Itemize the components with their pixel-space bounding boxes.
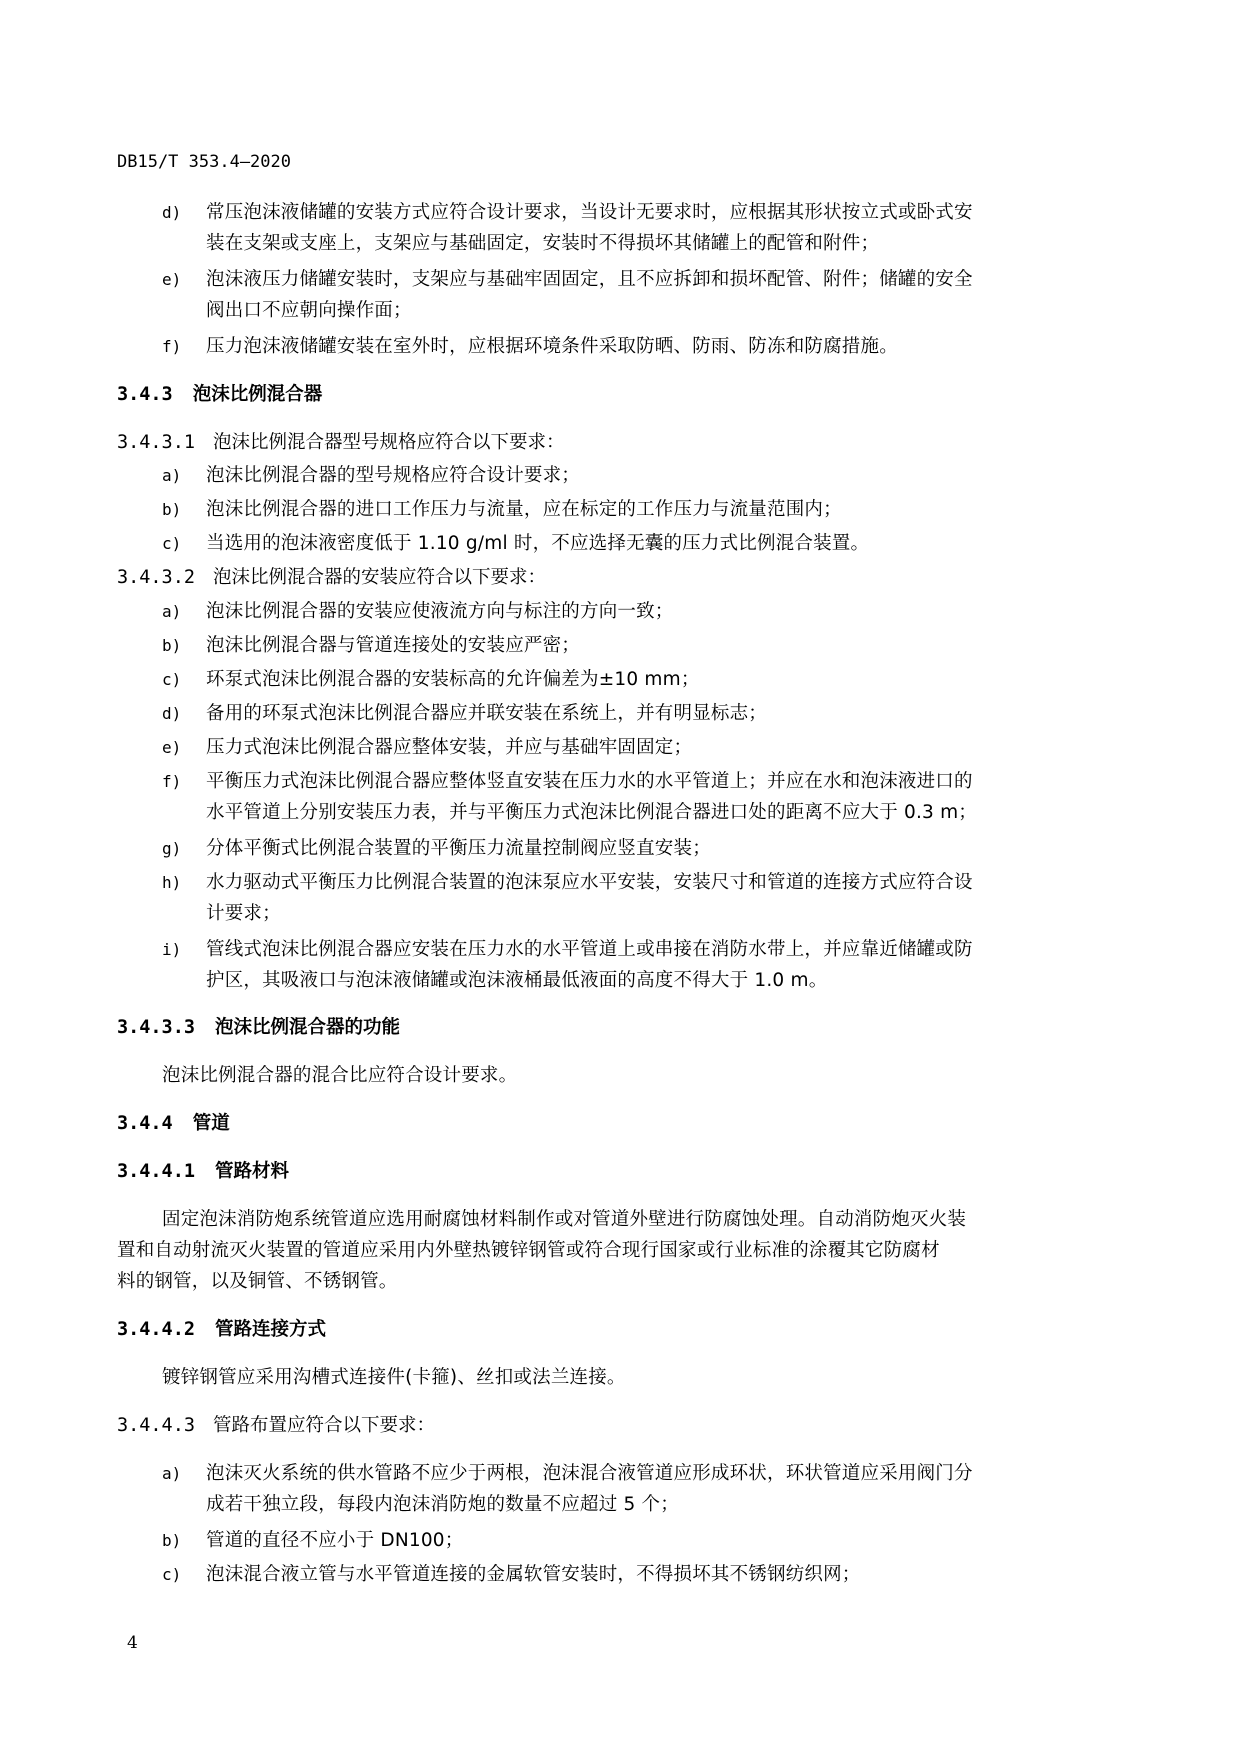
list-label: i) [162,940,182,959]
section-heading [117,1111,230,1137]
list-text-line: 水平管道上分别安装压力表，并与平衡压力式泡沫比例混合器进口处的距离不应大于 0.3 m； [206,802,978,823]
section-title: 泡沫比例混合器 [192,384,323,405]
list-label: d) [162,704,182,723]
section-number: 3.4.4 [117,1113,173,1134]
list-label: h) [162,873,182,892]
section-number: 3.4.4.2 [117,1319,195,1340]
section-title: 管道 [192,1113,230,1134]
list-text-line: 当选用的泡沫液密度低于 1.10 g/ml 时，不应选择无囊的压力式比例混合装置。 [206,533,870,554]
list-label: d) [162,203,182,222]
paragraph-line: 置和自动射流灭火装置的管道应采用内外壁热镀锌钢管或符合现行国家或行业标准的涂覆其它防腐材 [117,1240,940,1261]
list-label: c) [162,670,182,689]
list-label: g) [162,839,182,858]
list-label: f) [162,772,182,791]
list-text-line: 备用的环泵式泡沫比例混合器应并联安装在系统上，并有明显标志； [206,703,768,724]
paragraph-line: 料的钢管，以及铜管、不锈钢管。 [117,1271,398,1292]
subsection-heading [117,1317,326,1343]
subsection-heading [117,1413,435,1439]
list-label: b) [162,636,182,655]
section-title: 泡沫比例混合器的功能 [214,1017,400,1038]
list-text-line: 常压泡沫液储罐的安装方式应符合设计要求，当设计无要求时，应根据其形状按立式或卧式安 [206,202,973,223]
list-text-line: 管道的直径不应小于 DN100； [206,1530,464,1551]
list-label: e) [162,738,182,757]
section-number: 3.4.3.2 [117,567,195,588]
section-number: 3.4.4.3 [117,1415,195,1436]
subsection-heading [117,1015,400,1041]
section-title: 泡沫比例混合器型号规格应符合以下要求： [212,432,565,453]
list-text-line: 计要求； [206,903,281,924]
list-text-line: 泡沫比例混合器的型号规格应符合设计要求； [206,465,581,486]
list-label: a) [162,602,182,621]
paragraph-line: 固定泡沫消防炮系统管道应选用耐腐蚀材料制作或对管道外壁进行防腐蚀处理。自动消防炮灭火装 [162,1209,967,1230]
list-label: e) [162,270,182,289]
page-number: 4 [127,1633,138,1653]
list-label: c) [162,534,182,553]
section-title: 管路材料 [214,1161,289,1182]
list-text-line: 泡沫比例混合器与管道连接处的安装应严密； [206,635,581,656]
list-label: f) [162,337,182,356]
list-label: b) [162,500,182,519]
list-text-line: 压力式泡沫比例混合器应整体安装，并应与基础牢固固定； [206,737,693,758]
list-text-line: 泡沫混合液立管与水平管道连接的金属软管安装时，不得损坏其不锈钢纺织网； [206,1564,861,1585]
section-title: 管路连接方式 [214,1319,326,1340]
paragraph: 镀锌钢管应采用沟槽式连接件(卡箍)、丝扣或法兰连接。 [162,1367,626,1388]
list-text-line: 泡沫比例混合器的进口工作压力与流量，应在标定的工作压力与流量范围内； [206,499,842,520]
list-text-line: 成若干独立段，每段内泡沫消防炮的数量不应超过 5 个； [206,1494,679,1515]
list-text-line: 泡沫灭火系统的供水管路不应少于两根，泡沫混合液管道应形成环状，环状管道应采用阀门分 [206,1463,973,1484]
subsection-heading [117,1159,289,1185]
subsection-heading [117,565,546,591]
paragraph: 泡沫比例混合器的混合比应符合设计要求。 [162,1065,518,1086]
document-id: DB15/T 353.4—2020 [117,152,291,172]
list-text-line: 泡沫比例混合器的安装应使液流方向与标注的方向一致； [206,601,674,622]
list-text-line: 管线式泡沫比例混合器应安装在压力水的水平管道上或串接在消防水带上，并应靠近储罐或防 [206,939,973,960]
section-number: 3.4.3.1 [117,432,195,453]
list-text-line: 水力驱动式平衡压力比例混合装置的泡沫泵应水平安装，安装尺寸和管道的连接方式应符合设 [206,872,973,893]
list-text-line: 泡沫液压力储罐安装时，支架应与基础牢固固定，且不应拆卸和损坏配管、附件；储罐的安全 [206,269,973,290]
section-title: 泡沫比例混合器的安装应符合以下要求： [212,567,546,588]
list-label: a) [162,1464,182,1483]
section-heading [117,382,322,408]
list-label: a) [162,466,182,485]
list-text-line: 阀出口不应朝向操作面； [206,300,412,321]
list-label: b) [162,1531,182,1550]
list-label: c) [162,1565,182,1584]
section-number: 3.4.3.3 [117,1017,195,1038]
section-number: 3.4.3 [117,384,173,405]
list-text-line: 平衡压力式泡沫比例混合器应整体竖直安装在压力水的水平管道上；并应在水和泡沫液进口的 [206,771,973,792]
list-text-line: 环泵式泡沫比例混合器的安装标高的允许偏差为±10 mm； [206,669,700,690]
section-number: 3.4.4.1 [117,1161,195,1182]
list-text-line: 分体平衡式比例混合装置的平衡压力流量控制阀应竖直安装； [206,838,711,859]
list-text-line: 装在支架或支座上，支架应与基础固定，安装时不得损坏其储罐上的配管和附件； [206,233,880,254]
list-text-line: 护区，其吸液口与泡沫液储罐或泡沫液桶最低液面的高度不得大于 1.0 m。 [206,970,828,991]
section-title: 管路布置应符合以下要求： [212,1415,435,1436]
subsection-heading [117,430,564,456]
list-text-line: 压力泡沫液储罐安装在室外时，应根据环境条件采取防晒、防雨、防冻和防腐措施。 [206,336,898,357]
